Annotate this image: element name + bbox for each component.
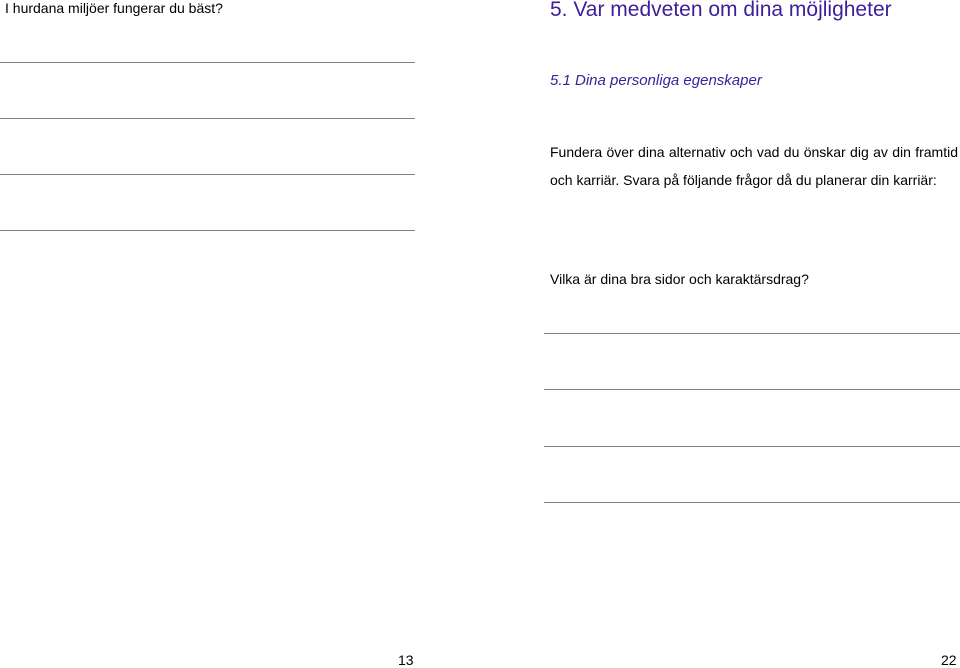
right-page	[480, 0, 960, 668]
answer-line	[544, 446, 960, 447]
answer-line	[0, 118, 415, 119]
intro-paragraph: Fundera över dina alternativ och vad du önskar dig av din framtid och karriär. Svara på följande frågor då du planerar din karriär:	[550, 144, 958, 188]
right-page-question: Vilka är dina bra sidor och karaktärsdrag?	[550, 271, 809, 287]
answer-line	[544, 502, 960, 503]
answer-line	[544, 389, 960, 390]
subsection-title: 5.1 Dina personliga egenskaper	[550, 72, 762, 89]
answer-line	[544, 333, 960, 334]
right-page-number: 22	[941, 652, 957, 668]
section-title: 5. Var medveten om dina möjligheter	[550, 0, 892, 21]
left-page-number: 13	[398, 652, 414, 668]
answer-line	[0, 174, 415, 175]
left-page-question: I hurdana miljöer fungerar du bäst?	[5, 0, 223, 16]
answer-line	[0, 62, 415, 63]
answer-line	[0, 230, 415, 231]
